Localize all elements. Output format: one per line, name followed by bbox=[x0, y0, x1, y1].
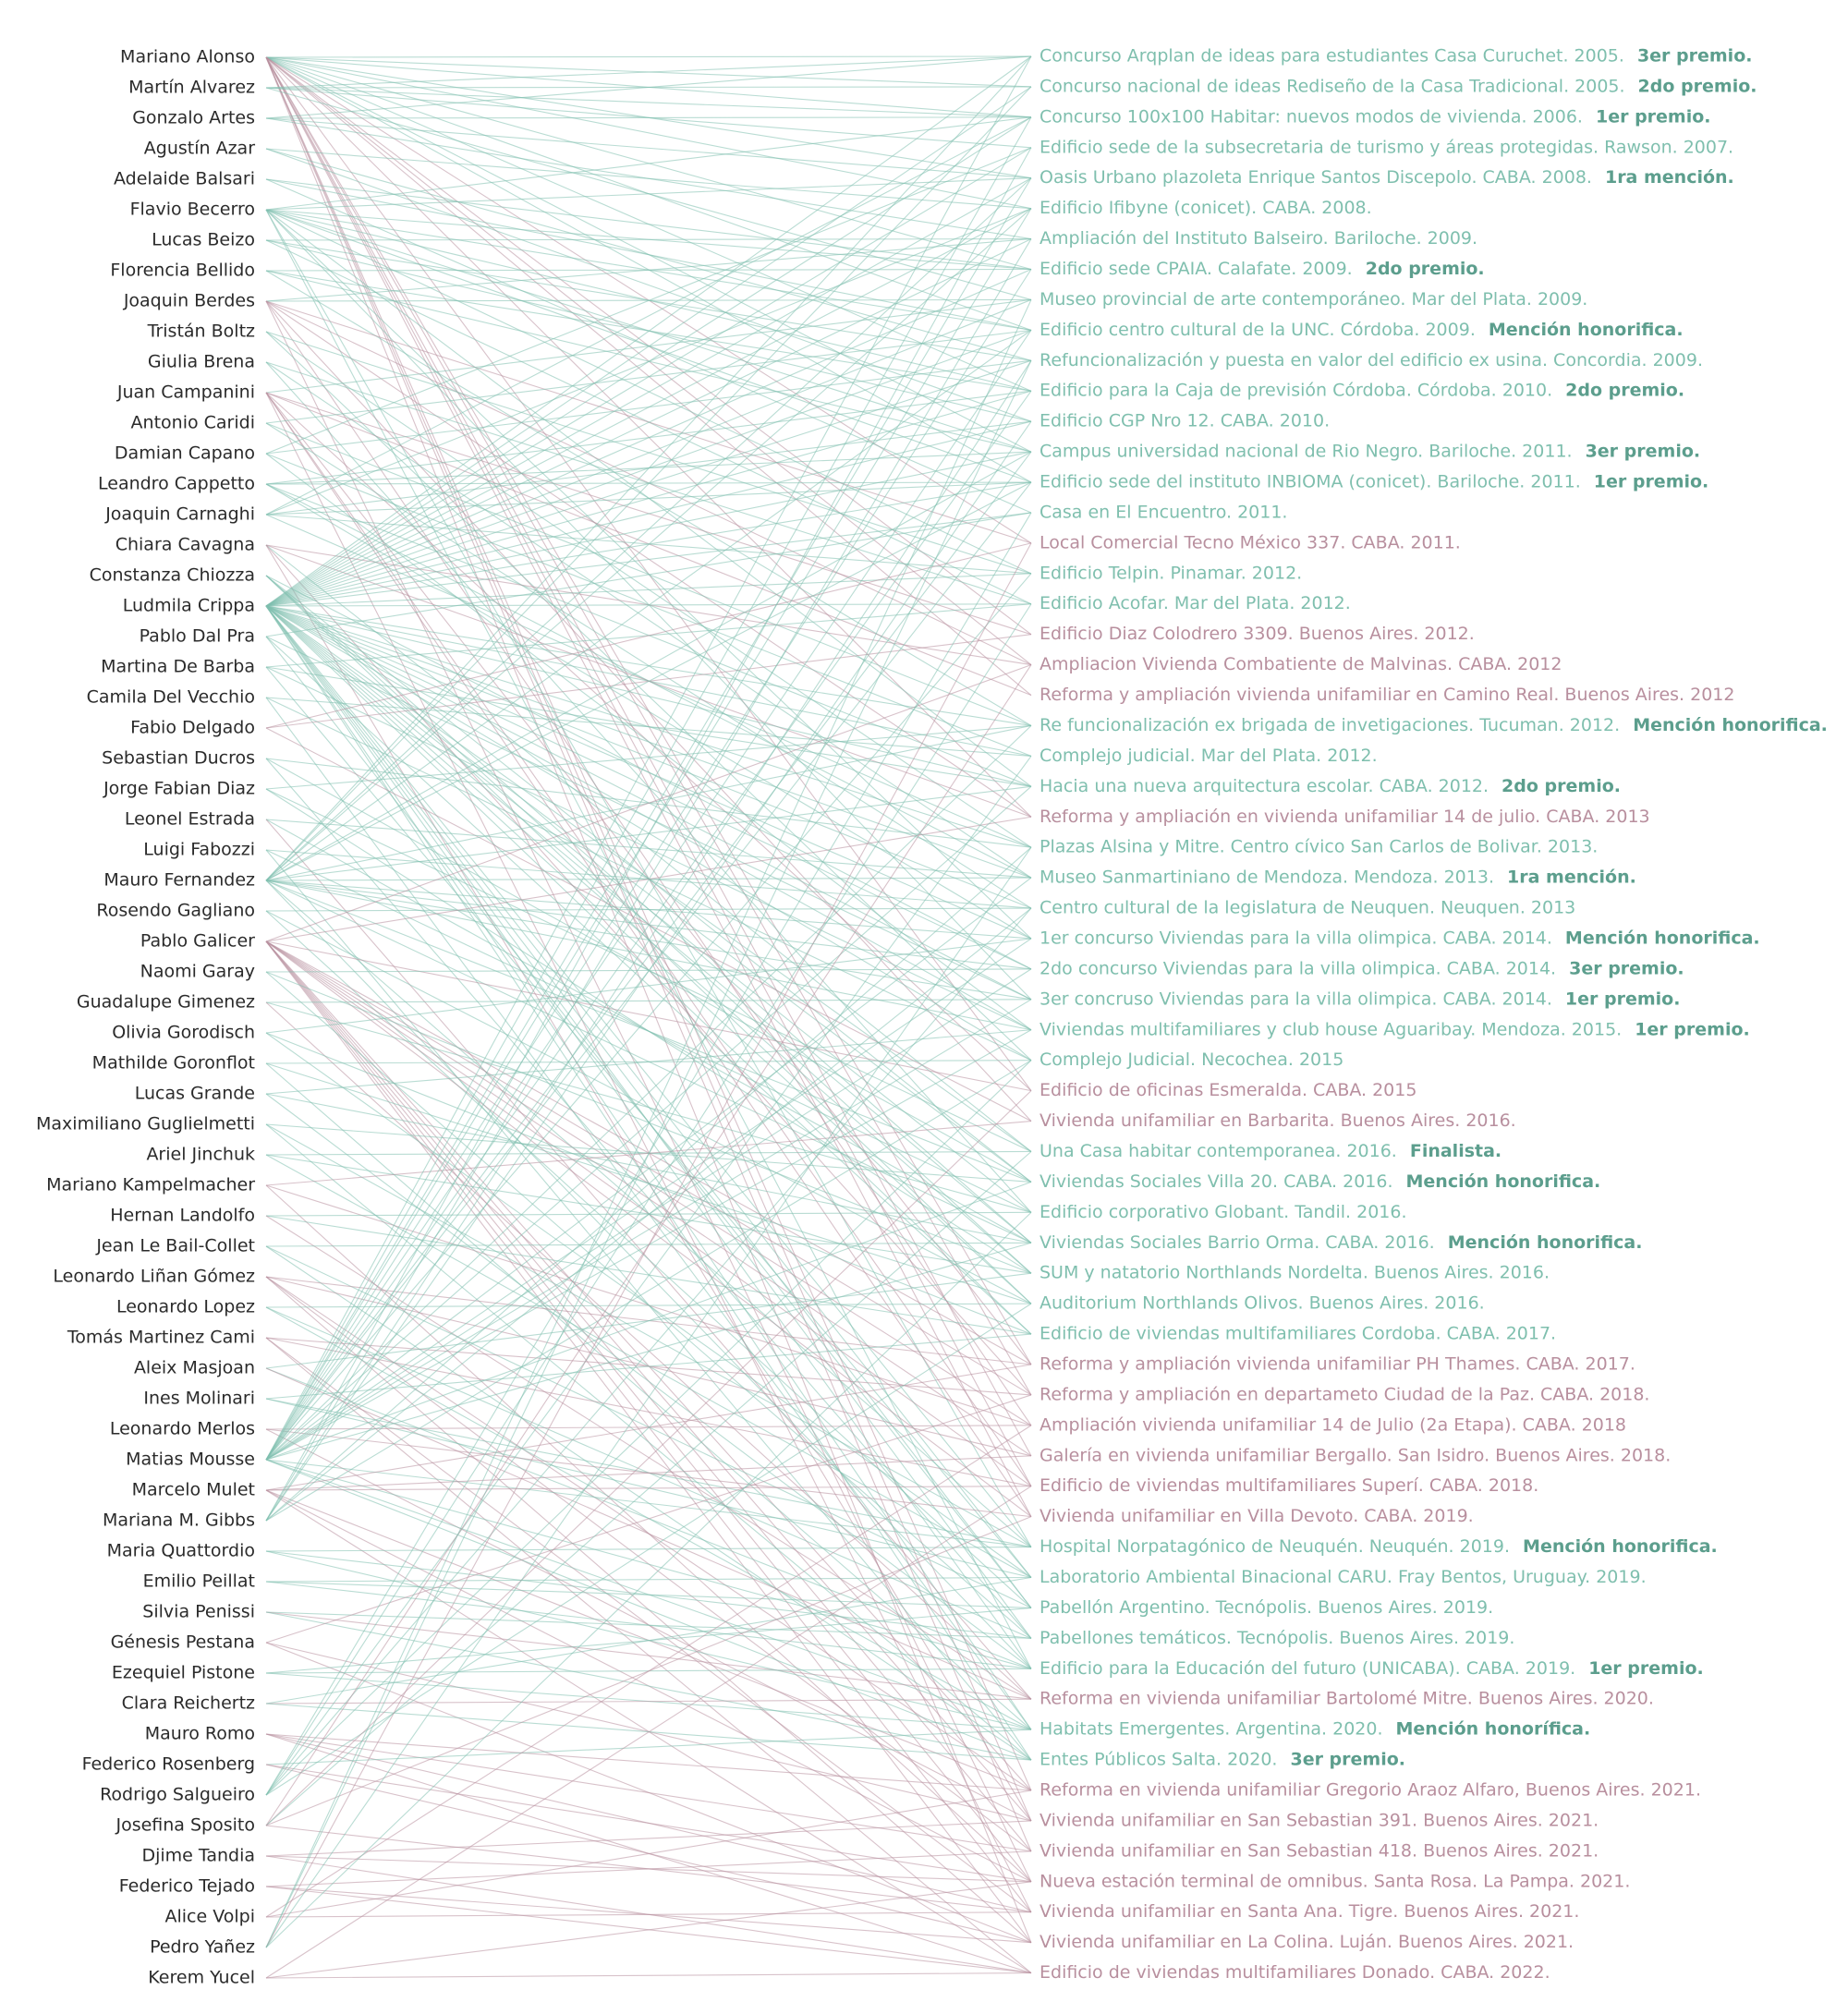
team-member-name: Génesis Pestana bbox=[110, 1632, 255, 1653]
team-member-name: Silvia Penissi bbox=[142, 1601, 255, 1622]
team-member-name: Ezequiel Pistone bbox=[111, 1662, 255, 1683]
team-member-name: Rosendo Gagliano bbox=[96, 900, 255, 921]
project-award: 1ra mención. bbox=[1507, 867, 1636, 888]
project-title: Nueva estación terminal de omnibus. Santa Rosa. La Pampa. 2021. bbox=[1040, 1871, 1631, 1892]
project-title: Edificio sede de la subsecretaria de turismo y áreas protegidas. Rawson. 2007. bbox=[1040, 137, 1734, 158]
project-title: Galería en vivienda unifamiliar Bergallo. San Isidro. Buenos Aires. 2018. bbox=[1040, 1445, 1672, 1466]
member-project-link bbox=[266, 1182, 1031, 1460]
team-member-name: Maximiliano Guglielmetti bbox=[36, 1113, 255, 1134]
team-member-name: Federico Tejado bbox=[118, 1875, 255, 1897]
member-project-link bbox=[266, 117, 1031, 210]
project-title: Viviendas Sociales Villa 20. CABA. 2016. bbox=[1040, 1171, 1393, 1192]
project-list bbox=[1040, 46, 1828, 1984]
project-title: Ampliación del Instituto Balseiro. Bariloche. 2009. bbox=[1040, 228, 1478, 249]
team-member-name: Kerem Yucel bbox=[148, 1967, 255, 1988]
project-title: Edificio Acofar. Mar del Plata. 2012. bbox=[1040, 593, 1351, 614]
project-title: Museo Sanmartiniano de Mendoza. Mendoza. 2013. bbox=[1040, 867, 1494, 888]
project-title: Viviendas multifamiliares y club house Aguaribay. Mendoza. 2015. bbox=[1040, 1019, 1623, 1040]
team-member-name: Djime Tandia bbox=[141, 1845, 255, 1866]
team-member-name: Naomi Garay bbox=[140, 961, 255, 982]
team-member-name: Camila Del Vecchio bbox=[86, 686, 255, 708]
team-member-name: Joaquin Berdes bbox=[123, 290, 255, 311]
member-project-link bbox=[266, 117, 1031, 606]
team-member-name: Jorge Fabian Diaz bbox=[103, 778, 255, 799]
project-title: Edificio Ifibyne (conicet). CABA. 2008. bbox=[1040, 198, 1372, 219]
team-member-name: Ludmila Crippa bbox=[122, 595, 255, 616]
project-title: 3er concruso Viviendas para la villa olimpica. CABA. 2014. bbox=[1040, 989, 1552, 1010]
project-award: 2do premio. bbox=[1637, 76, 1757, 97]
member-project-link bbox=[266, 1851, 1031, 1887]
project-award: Mención honorifica. bbox=[1488, 319, 1684, 340]
team-member-name: Gonzalo Artes bbox=[132, 107, 255, 128]
team-member-name: Leonardo Merlos bbox=[109, 1418, 255, 1439]
team-member-name: Hernan Landolfo bbox=[110, 1205, 255, 1226]
project-title: Pabellones temáticos. Tecnópolis. Buenos Aires. 2019. bbox=[1040, 1627, 1515, 1648]
team-member-name: Ariel Jinchuk bbox=[146, 1144, 255, 1165]
member-project-link bbox=[266, 1338, 1031, 1486]
project-title: Plazas Alsina y Mitre. Centro cívico San Carlos de Bolivar. 2013. bbox=[1040, 836, 1599, 857]
team-member-name: Alice Volpi bbox=[164, 1906, 255, 1927]
member-project-link bbox=[266, 1212, 1031, 1947]
project-title: Laboratorio Ambiental Binacional CARU. Fray Bentos, Uruguay. 2019. bbox=[1040, 1567, 1647, 1587]
project-title: Hacia una nueva arquitectura escolar. CABA. 2012. bbox=[1040, 775, 1489, 796]
team-member-name: Pablo Galicer bbox=[140, 930, 255, 952]
project-title: Vivienda unifamiliar en San Sebastian 391. Buenos Aires. 2021. bbox=[1040, 1810, 1599, 1831]
team-member-name: Agustín Azar bbox=[143, 138, 255, 159]
team-member-name: Emilio Peillat bbox=[142, 1571, 255, 1592]
team-member-name: Pablo Dal Pra bbox=[139, 625, 255, 647]
project-award: Mención honorifica. bbox=[1564, 928, 1760, 949]
member-project-link bbox=[266, 725, 1031, 1460]
project-title: Habitats Emergentes. Argentina. 2020. bbox=[1040, 1718, 1383, 1740]
project-title: Casa en El Encuentro. 2011. bbox=[1040, 502, 1288, 523]
member-project-link bbox=[266, 117, 1031, 515]
member-project-link bbox=[266, 513, 1031, 606]
team-member-name: Leandro Cappetto bbox=[98, 473, 255, 494]
project-title: Edificio centro cultural de la UNC. Córdoba. 2009. bbox=[1040, 319, 1476, 340]
project-title: Hospital Norpatagónico de Neuquén. Neuquén. 2019. bbox=[1040, 1536, 1511, 1558]
team-member-name: Flavio Becerro bbox=[129, 199, 255, 220]
member-project-link bbox=[266, 1882, 1031, 1978]
member-project-link bbox=[266, 270, 1031, 1460]
project-title: Concurso nacional de ideas Rediseño de la Casa Tradicional. 2005. bbox=[1040, 76, 1625, 97]
project-title: Edificio de viviendas multifamiliares Donado. CABA. 2022. bbox=[1040, 1962, 1550, 1984]
member-project-link bbox=[266, 513, 1031, 637]
team-member-name: Chiara Cavagna bbox=[115, 534, 255, 555]
project-title: 2do concurso Viviendas para la villa olimpica. CABA. 2014. bbox=[1040, 958, 1557, 979]
member-project-link bbox=[266, 56, 1031, 606]
team-member-name: Giulia Brena bbox=[147, 351, 255, 372]
project-award: 3er premio. bbox=[1290, 1749, 1405, 1770]
project-title: Complejo judicial. Mar del Plata. 2012. bbox=[1040, 745, 1378, 766]
team-member-name: Marcelo Mulet bbox=[131, 1479, 255, 1500]
member-project-link bbox=[266, 149, 1031, 421]
member-project-link bbox=[266, 1729, 1031, 1765]
member-project-link bbox=[266, 117, 1031, 118]
project-title: Vivienda unifamiliar en Barbarita. Buenos Aires. 2016. bbox=[1040, 1110, 1516, 1132]
member-project-link bbox=[266, 56, 1031, 57]
team-member-name: Martina De Barba bbox=[101, 656, 255, 677]
project-title: Entes Públicos Salta. 2020. bbox=[1040, 1749, 1278, 1770]
project-title: Centro cultural de la legislatura de Neuquen. Neuquen. 2013 bbox=[1040, 897, 1576, 918]
team-member-name: Matias Mousse bbox=[126, 1449, 255, 1470]
project-title: Edificio de oficinas Esmeralda. CABA. 2015 bbox=[1040, 1080, 1417, 1101]
project-title: Reforma y ampliación vivienda unifamiliar en Camino Real. Buenos Aires. 2012 bbox=[1040, 685, 1735, 706]
team-member-name: Tomás Martinez Cami bbox=[67, 1327, 255, 1348]
project-award: 1ra mención. bbox=[1604, 167, 1734, 188]
team-member-name: Lucas Beizo bbox=[152, 229, 255, 250]
member-project-link bbox=[266, 239, 1031, 240]
project-title: Vivienda unifamiliar en Santa Ana. Tigre. Buenos Aires. 2021. bbox=[1040, 1901, 1580, 1923]
team-member-name: Mariana M. Gibbs bbox=[103, 1510, 255, 1531]
member-project-link bbox=[266, 179, 1031, 270]
project-title: Museo provincial de arte contemporáneo. Mar del Plata. 2009. bbox=[1040, 288, 1588, 309]
team-member-name: Maria Quattordio bbox=[106, 1540, 255, 1561]
project-title: Edificio corporativo Globant. Tandil. 2016. bbox=[1040, 1201, 1407, 1222]
team-member-name: Mariano Alonso bbox=[120, 46, 255, 67]
project-title: Edificio Telpin. Pinamar. 2012. bbox=[1040, 563, 1303, 584]
project-title: Viviendas Sociales Barrio Orma. CABA. 2016. bbox=[1040, 1231, 1435, 1253]
member-project-link bbox=[266, 606, 1031, 786]
team-member-name: Mariano Kampelmacher bbox=[46, 1174, 255, 1195]
project-title: Edificio de viviendas multifamiliares Superí. CABA. 2018. bbox=[1040, 1475, 1539, 1497]
member-project-link bbox=[266, 606, 1031, 1668]
project-title: Reforma y ampliación vivienda unifamiliar PH Thames. CABA. 2017. bbox=[1040, 1353, 1635, 1375]
project-award: 1er premio. bbox=[1564, 989, 1681, 1010]
team-member-name: Pedro Yañez bbox=[150, 1936, 255, 1958]
team-member-name: Antonio Caridi bbox=[130, 412, 255, 433]
project-award: Mención honorifica. bbox=[1523, 1536, 1718, 1558]
project-title: Local Comercial Tecno México 337. CABA. 2011. bbox=[1040, 532, 1461, 553]
member-project-link bbox=[266, 87, 1031, 606]
member-project-link bbox=[266, 1486, 1031, 1978]
project-title: Re funcionalización ex brigada de invetigaciones. Tucuman. 2012. bbox=[1040, 714, 1621, 735]
member-project-link bbox=[266, 149, 1031, 209]
project-title: Una Casa habitar contemporanea. 2016. bbox=[1040, 1140, 1397, 1161]
member-project-link bbox=[266, 57, 1031, 209]
team-member-name: Mathilde Goronflot bbox=[91, 1052, 255, 1074]
project-award: 3er premio. bbox=[1569, 958, 1684, 979]
project-title: Edificio para la Educación del futuro (UNICABA). CABA. 2019. bbox=[1040, 1657, 1576, 1679]
team-member-name: Martín Alvarez bbox=[128, 77, 255, 98]
project-award: Mención honorífica. bbox=[1395, 1718, 1591, 1740]
member-project-link bbox=[266, 1063, 1031, 1729]
project-title: Concurso 100x100 Habitar: nuevos modos de vivienda. 2006. bbox=[1040, 106, 1583, 127]
member-project-link bbox=[266, 1395, 1031, 1643]
project-award: Mención honorifica. bbox=[1447, 1231, 1643, 1253]
team-member-name: Damian Capano bbox=[114, 443, 255, 464]
project-title: Edificio sede del instituto INBIOMA (conicet). Bariloche. 2011. bbox=[1040, 471, 1581, 492]
project-award: 1er premio. bbox=[1635, 1019, 1750, 1040]
team-member-list bbox=[36, 47, 255, 1988]
project-title: Ampliacion Vivienda Combatiente de Malvinas. CABA. 2012 bbox=[1040, 654, 1562, 675]
team-member-name: Juan Campanini bbox=[116, 382, 255, 403]
project-title: Edificio CGP Nro 12. CABA. 2010. bbox=[1040, 410, 1331, 431]
project-award: 2do premio. bbox=[1502, 775, 1621, 796]
team-member-name: Lucas Grande bbox=[134, 1083, 255, 1104]
project-title: SUM y natatorio Northlands Nordelta. Buenos Aires. 2016. bbox=[1040, 1262, 1550, 1283]
project-award: Mención honorifica. bbox=[1405, 1171, 1601, 1192]
project-award: 1er premio. bbox=[1595, 106, 1711, 127]
project-title: Oasis Urbano plazoleta Enrique Santos Discepolo. CABA. 2008. bbox=[1040, 167, 1592, 188]
project-title: Edificio sede CPAIA. Calafate. 2009. bbox=[1040, 259, 1353, 280]
project-title: Edificio de viviendas multifamiliares Cordoba. CABA. 2017. bbox=[1040, 1323, 1557, 1344]
team-member-name: Florencia Bellido bbox=[110, 260, 255, 281]
team-member-name: Mauro Romo bbox=[144, 1723, 255, 1744]
team-member-name: Sebastian Ducros bbox=[102, 747, 255, 769]
project-title: Concurso Arqplan de ideas para estudiantes Casa Curuchet. 2005. bbox=[1040, 45, 1624, 67]
project-award: Finalista. bbox=[1409, 1140, 1502, 1161]
team-member-name: Josefina Sposito bbox=[116, 1814, 255, 1836]
team-member-name: Leonel Estrada bbox=[124, 808, 255, 830]
project-award: 1er premio. bbox=[1593, 471, 1709, 492]
team-member-name: Rodrigo Salgueiro bbox=[100, 1784, 255, 1805]
member-project-link bbox=[266, 56, 1031, 88]
team-member-name: Luigi Fabozzi bbox=[143, 839, 255, 860]
project-title: Reforma y ampliación en departameto Ciudad de la Paz. CABA. 2018. bbox=[1040, 1384, 1650, 1405]
project-title: Vivienda unifamiliar en La Colina. Luján. Buenos Aires. 2021. bbox=[1040, 1932, 1574, 1953]
project-title: Vivienda unifamiliar en San Sebastian 418. Buenos Aires. 2021. bbox=[1040, 1840, 1599, 1862]
team-member-name: Joaquin Carnaghi bbox=[105, 504, 255, 525]
links-layer bbox=[266, 56, 1031, 1978]
team-member-name: Aleix Masjoan bbox=[133, 1357, 255, 1378]
team-member-name: Constanza Chiozza bbox=[89, 564, 255, 586]
member-project-link bbox=[266, 847, 1031, 1521]
project-award: 2do premio. bbox=[1565, 380, 1685, 401]
member-project-link bbox=[266, 1973, 1031, 1978]
team-member-name: Tristán Boltz bbox=[147, 321, 255, 342]
team-member-name: Federico Rosenberg bbox=[81, 1753, 255, 1775]
member-project-link bbox=[266, 209, 1031, 880]
project-title: Auditorium Northlands Olivos. Buenos Aires. 2016. bbox=[1040, 1292, 1485, 1314]
project-title: Reforma en vivienda unifamiliar Gregorio Araoz Alfaro, Buenos Aires. 2021. bbox=[1040, 1779, 1701, 1801]
team-member-name: Mauro Fernandez bbox=[103, 869, 255, 891]
member-project-link bbox=[266, 1124, 1031, 1547]
project-title: Reforma y ampliación en vivienda unifamiliar 14 de julio. CABA. 2013 bbox=[1040, 806, 1650, 827]
team-member-name: Guadalupe Gimenez bbox=[76, 991, 255, 1013]
team-member-name: Olivia Gorodisch bbox=[112, 1022, 255, 1043]
project-award: Mención honorifica. bbox=[1633, 714, 1828, 735]
team-member-name: Jean Le Bail-Collet bbox=[96, 1235, 255, 1256]
project-title: Edificio para la Caja de previsión Córdoba. Córdoba. 2010. bbox=[1040, 380, 1553, 401]
project-title: Edificio Diaz Colodrero 3309. Buenos Aires. 2012. bbox=[1040, 624, 1475, 645]
project-title: Refuncionalización y puesta en valor del edificio ex usina. Concordia. 2009. bbox=[1040, 349, 1703, 370]
project-award: 1er premio. bbox=[1588, 1657, 1704, 1679]
team-member-name: Adelaide Balsari bbox=[114, 168, 255, 189]
project-title: Campus universidad nacional de Rio Negro. Bariloche. 2011. bbox=[1040, 441, 1573, 462]
team-member-name: Leonardo Liñan Gómez bbox=[53, 1266, 255, 1287]
project-title: Complejo Judicial. Necochea. 2015 bbox=[1040, 1049, 1344, 1071]
project-award: 3er premio. bbox=[1585, 441, 1701, 462]
team-member-name: Clara Reichertz bbox=[121, 1692, 255, 1714]
project-title: Vivienda unifamiliar en Villa Devoto. CABA. 2019. bbox=[1040, 1506, 1474, 1527]
team-member-name: Fabio Delgado bbox=[130, 717, 255, 738]
project-title: Reforma en vivienda unifamiliar Bartolomé Mitre. Buenos Aires. 2020. bbox=[1040, 1688, 1654, 1709]
member-project-link bbox=[266, 88, 1031, 117]
member-project-link bbox=[266, 819, 1031, 878]
project-title: Ampliación vivienda unifamiliar 14 de Julio (2a Etapa). CABA. 2018 bbox=[1040, 1414, 1626, 1436]
project-title: 1er concurso Viviendas para la villa olimpica. CABA. 2014. bbox=[1040, 928, 1552, 949]
team-member-name: Ines Molinari bbox=[143, 1388, 255, 1409]
project-award: 2do premio. bbox=[1365, 259, 1485, 280]
member-project-link bbox=[266, 1151, 1031, 1826]
project-title: Pabellón Argentino. Tecnópolis. Buenos Aires. 2019. bbox=[1040, 1596, 1494, 1618]
team-member-name: Leonardo Lopez bbox=[116, 1296, 255, 1317]
project-award: 3er premio. bbox=[1636, 45, 1753, 67]
